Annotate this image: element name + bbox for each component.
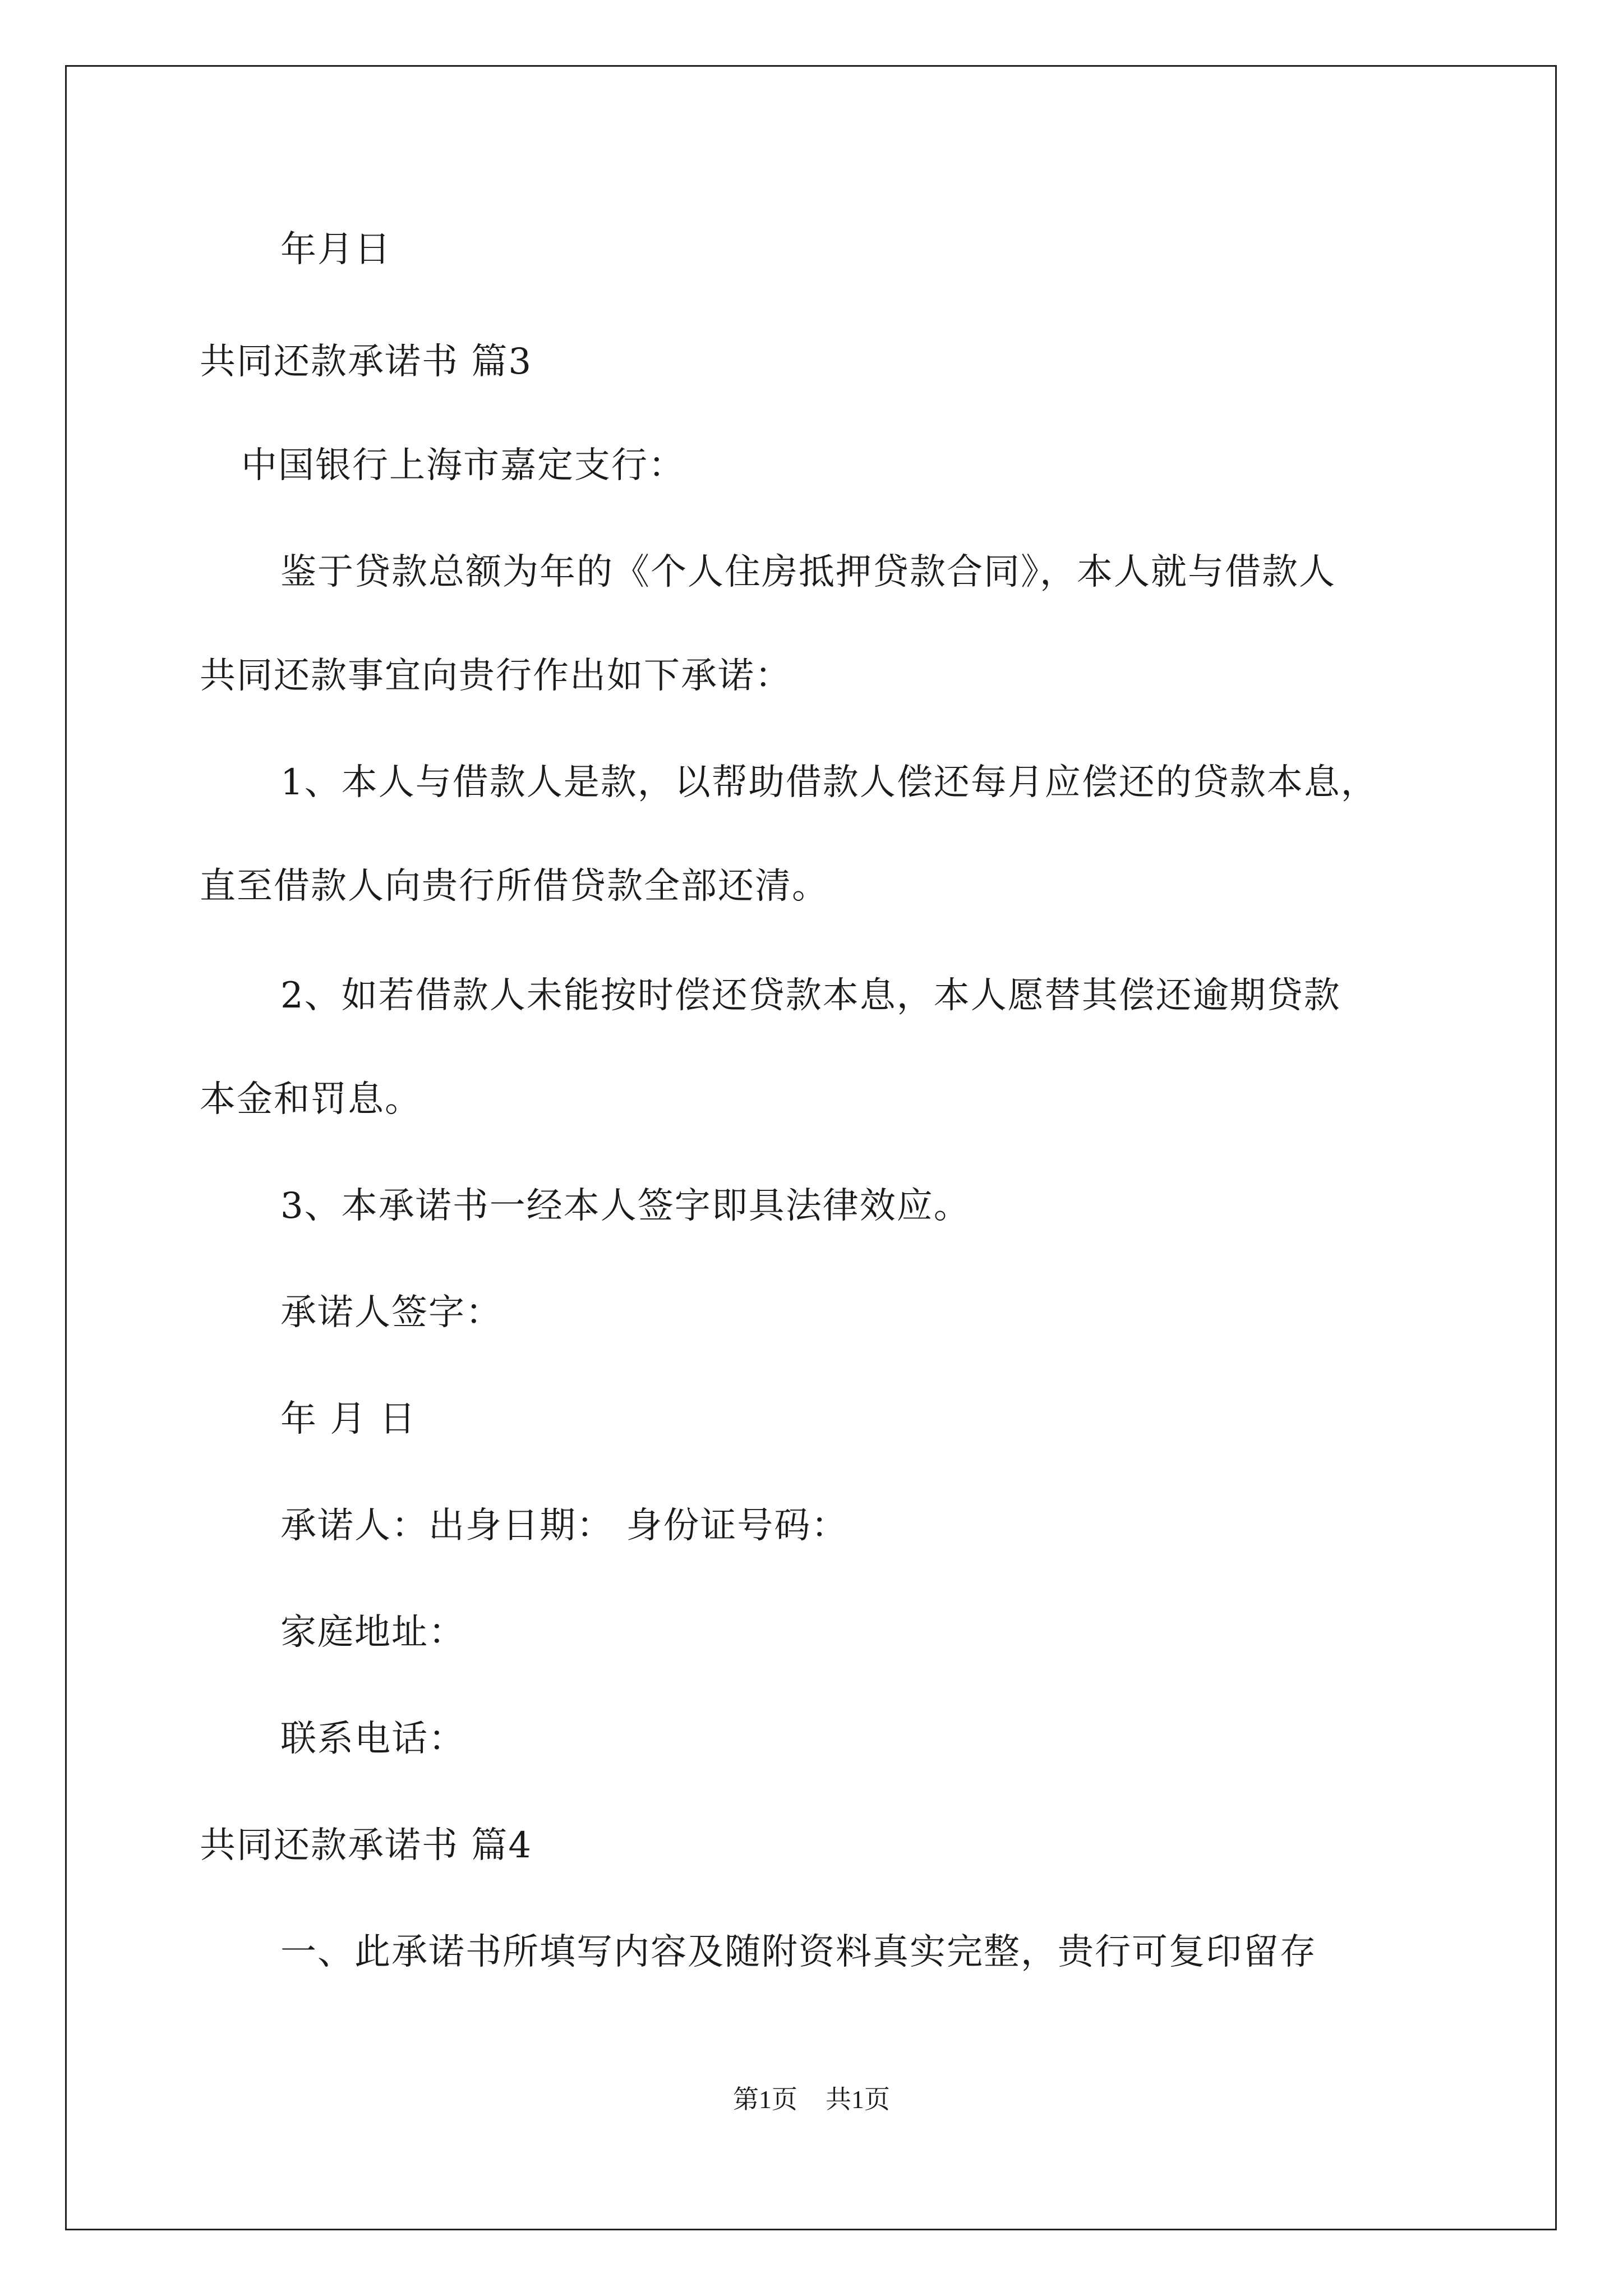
paragraph-line: 直至借款人向贵行所借贷款全部还清。 (200, 866, 829, 907)
paragraph-line: 一、此承诺书所填写内容及随附资料真实完整，贵行可复印留存 (280, 1931, 1317, 1973)
section-heading-4: 共同还款承诺书 篇4 (200, 1825, 533, 1866)
page-total: 共1页 (826, 2085, 890, 2114)
paragraph-line: 共同还款事宜向贵行作出如下承诺： (200, 655, 792, 697)
paragraph-line: 1、本人与借款人是款，以帮助借款人偿还每月应偿还的贷款本息， (280, 762, 1378, 803)
phone-label: 联系电话： (280, 1718, 465, 1760)
page-number: 第1页 (733, 2085, 797, 2114)
paragraph-line: 本金和罚息。 (200, 1079, 422, 1120)
page-footer (0, 2083, 1623, 2116)
page-border (65, 65, 1557, 2230)
paragraph-line: 2、如若借款人未能按时偿还贷款本息，本人愿替其偿还逾期贷款 (280, 975, 1341, 1016)
address-label: 家庭地址： (280, 1612, 465, 1653)
promisor-info-line: 承诺人：出身日期： 身份证号码： (280, 1505, 849, 1547)
paragraph-line: 3、本承诺书一经本人签字即具法律效应。 (280, 1185, 971, 1227)
paragraph-line: 鉴于贷款总额为年的《个人住房抵押贷款合同》，本人就与借款人 (280, 551, 1336, 593)
section-heading-3: 共同还款承诺书 篇3 (200, 341, 533, 383)
salutation: 中国银行上海市嘉定支行： (241, 445, 685, 486)
date-line: 年 月 日 (280, 1398, 417, 1440)
date-line: 年月日 (280, 229, 391, 270)
signature-label: 承诺人签字： (280, 1292, 502, 1333)
